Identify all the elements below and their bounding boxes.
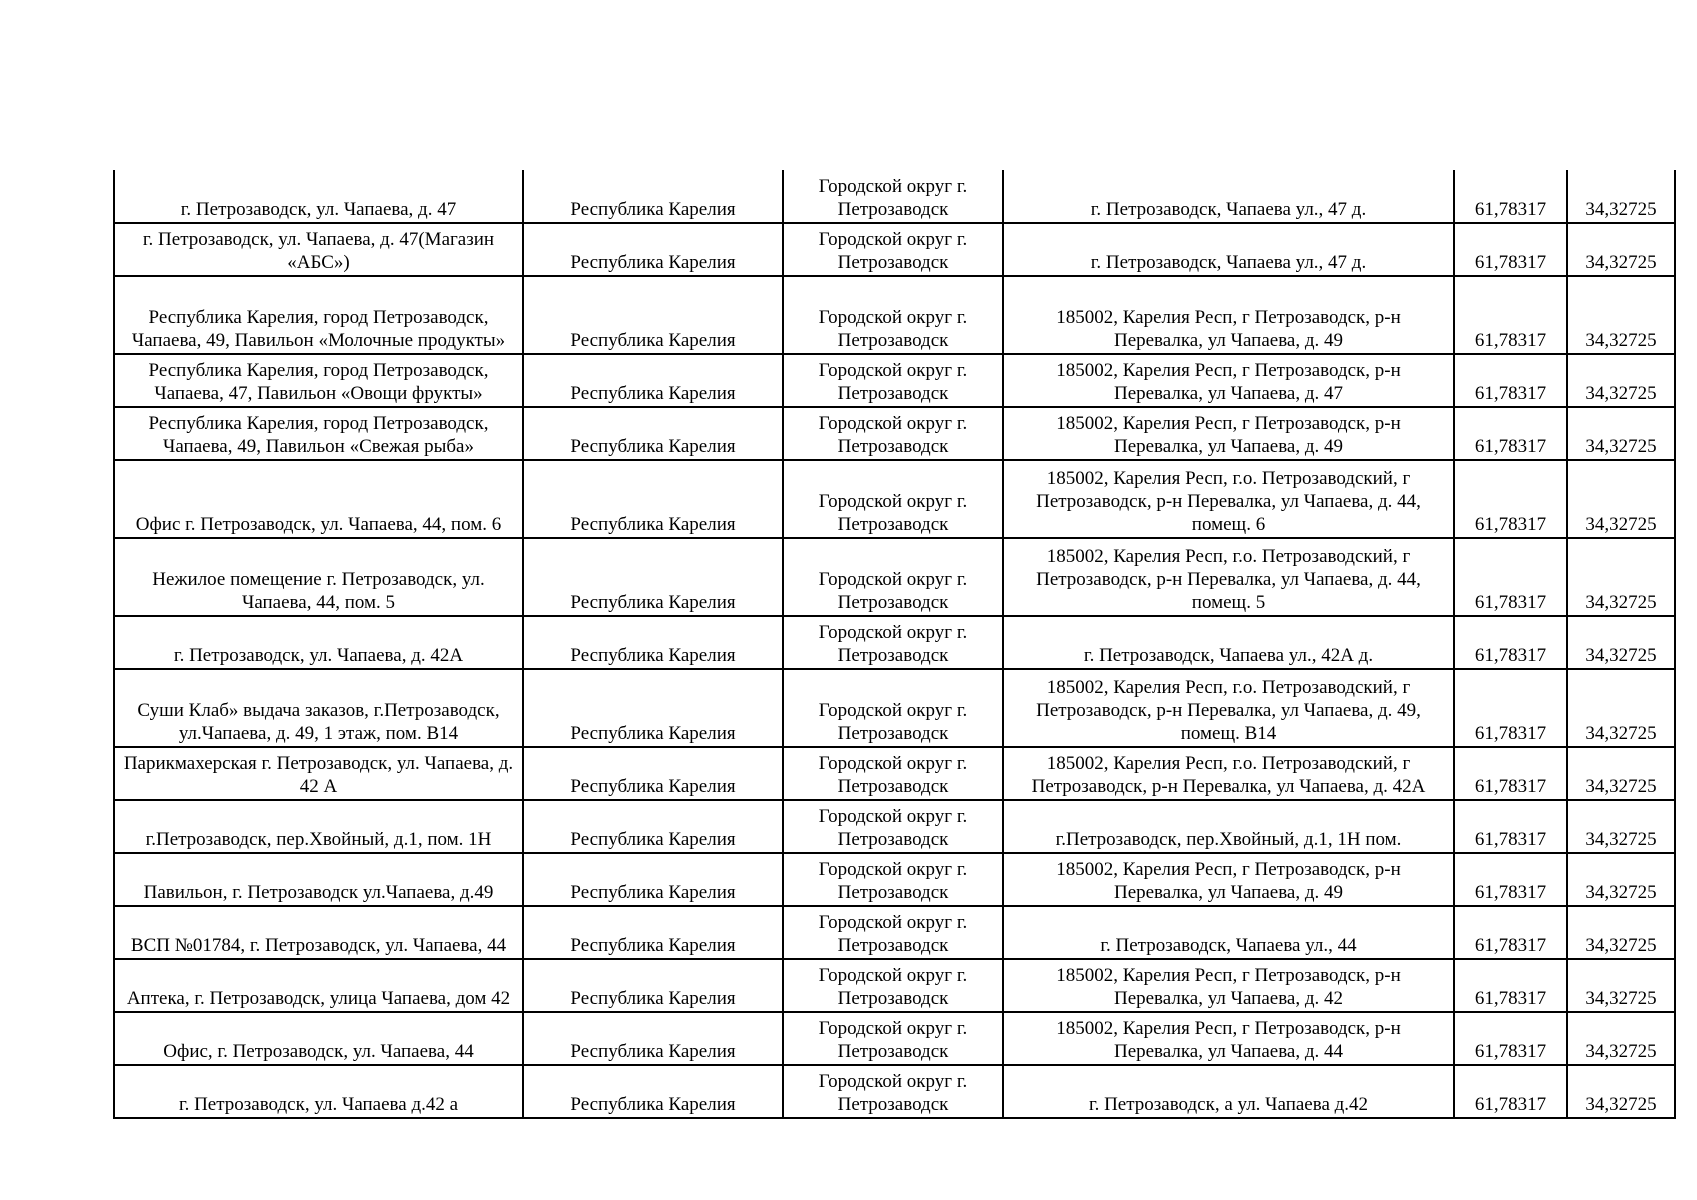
address-cell: г. Петрозаводск, Чапаева ул., 44 (1003, 906, 1454, 959)
latitude-cell: 61,78317 (1454, 354, 1567, 407)
longitude-cell: 34,32725 (1567, 906, 1675, 959)
address-cell: г.Петрозаводск, пер.Хвойный, д.1, 1Н пом. (1003, 800, 1454, 853)
table-row (114, 959, 1675, 1012)
district-cell: Городской округ г. Петрозаводск (783, 354, 1003, 407)
latitude-cell: 61,78317 (1454, 223, 1567, 276)
address-cell: 185002, Карелия Респ, г.о. Петрозаводский, г Петрозаводск, р-н Перевалка, ул Чапаева, д. 44, помещ. 6 (1003, 460, 1454, 538)
district-cell: Городской округ г. Петрозаводск (783, 747, 1003, 800)
latitude-cell: 61,78317 (1454, 460, 1567, 538)
region-cell: Республика Карелия (523, 354, 783, 407)
object-name-cell: г. Петрозаводск, ул. Чапаева, д. 47 (114, 170, 523, 223)
object-name-cell: Офис г. Петрозаводск, ул. Чапаева, 44, пом. 6 (114, 460, 523, 538)
table-row (114, 616, 1675, 669)
region-cell: Республика Карелия (523, 407, 783, 460)
address-cell: г. Петрозаводск, Чапаева ул., 42А д. (1003, 616, 1454, 669)
longitude-cell: 34,32725 (1567, 669, 1675, 747)
region-cell: Республика Карелия (523, 959, 783, 1012)
district-cell: Городской округ г. Петрозаводск (783, 538, 1003, 616)
longitude-cell: 34,32725 (1567, 747, 1675, 800)
object-name-cell: г. Петрозаводск, ул. Чапаева д.42 а (114, 1065, 523, 1118)
table-row (114, 1012, 1675, 1065)
longitude-cell: 34,32725 (1567, 538, 1675, 616)
region-cell: Республика Карелия (523, 276, 783, 354)
table-row (114, 354, 1675, 407)
address-cell: 185002, Карелия Респ, г Петрозаводск, р-н Перевалка, ул Чапаева, д. 49 (1003, 407, 1454, 460)
longitude-cell: 34,32725 (1567, 959, 1675, 1012)
region-cell: Республика Карелия (523, 906, 783, 959)
address-table (113, 170, 1676, 1119)
longitude-cell: 34,32725 (1567, 800, 1675, 853)
table-row (114, 276, 1675, 354)
table-row (114, 800, 1675, 853)
region-cell: Республика Карелия (523, 800, 783, 853)
object-name-cell: Офис, г. Петрозаводск, ул. Чапаева, 44 (114, 1012, 523, 1065)
address-cell: г. Петрозаводск, а ул. Чапаева д.42 (1003, 1065, 1454, 1118)
longitude-cell: 34,32725 (1567, 354, 1675, 407)
latitude-cell: 61,78317 (1454, 747, 1567, 800)
latitude-cell: 61,78317 (1454, 906, 1567, 959)
region-cell: Республика Карелия (523, 538, 783, 616)
address-cell: 185002, Карелия Респ, г Петрозаводск, р-н Перевалка, ул Чапаева, д. 42 (1003, 959, 1454, 1012)
latitude-cell: 61,78317 (1454, 616, 1567, 669)
address-cell: г. Петрозаводск, Чапаева ул., 47 д. (1003, 223, 1454, 276)
longitude-cell: 34,32725 (1567, 170, 1675, 223)
table-row (114, 538, 1675, 616)
table-row (114, 223, 1675, 276)
object-name-cell: Павильон, г. Петрозаводск ул.Чапаева, д.49 (114, 853, 523, 906)
latitude-cell: 61,78317 (1454, 170, 1567, 223)
latitude-cell: 61,78317 (1454, 1065, 1567, 1118)
region-cell: Республика Карелия (523, 460, 783, 538)
district-cell: Городской округ г. Петрозаводск (783, 853, 1003, 906)
longitude-cell: 34,32725 (1567, 223, 1675, 276)
district-cell: Городской округ г. Петрозаводск (783, 906, 1003, 959)
table-row (114, 407, 1675, 460)
region-cell: Республика Карелия (523, 223, 783, 276)
region-cell: Республика Карелия (523, 170, 783, 223)
district-cell: Городской округ г. Петрозаводск (783, 223, 1003, 276)
district-cell: Городской округ г. Петрозаводск (783, 407, 1003, 460)
object-name-cell: Аптека, г. Петрозаводск, улица Чапаева, дом 42 (114, 959, 523, 1012)
district-cell: Городской округ г. Петрозаводск (783, 959, 1003, 1012)
district-cell: Городской округ г. Петрозаводск (783, 170, 1003, 223)
table-row (114, 1065, 1675, 1118)
latitude-cell: 61,78317 (1454, 959, 1567, 1012)
region-cell: Республика Карелия (523, 616, 783, 669)
table-row (114, 853, 1675, 906)
region-cell: Республика Карелия (523, 853, 783, 906)
latitude-cell: 61,78317 (1454, 800, 1567, 853)
longitude-cell: 34,32725 (1567, 616, 1675, 669)
district-cell: Городской округ г. Петрозаводск (783, 616, 1003, 669)
address-cell: г. Петрозаводск, Чапаева ул., 47 д. (1003, 170, 1454, 223)
longitude-cell: 34,32725 (1567, 276, 1675, 354)
latitude-cell: 61,78317 (1454, 276, 1567, 354)
longitude-cell: 34,32725 (1567, 1012, 1675, 1065)
object-name-cell: г. Петрозаводск, ул. Чапаева, д. 47(Магазин «АБС») (114, 223, 523, 276)
region-cell: Республика Карелия (523, 747, 783, 800)
latitude-cell: 61,78317 (1454, 1012, 1567, 1065)
longitude-cell: 34,32725 (1567, 853, 1675, 906)
address-cell: 185002, Карелия Респ, г.о. Петрозаводский, г Петрозаводск, р-н Перевалка, ул Чапаева, д. 49, помещ. В14 (1003, 669, 1454, 747)
object-name-cell: г. Петрозаводск, ул. Чапаева, д. 42А (114, 616, 523, 669)
latitude-cell: 61,78317 (1454, 669, 1567, 747)
longitude-cell: 34,32725 (1567, 460, 1675, 538)
table-row (114, 669, 1675, 747)
latitude-cell: 61,78317 (1454, 853, 1567, 906)
district-cell: Городской округ г. Петрозаводск (783, 276, 1003, 354)
object-name-cell: Республика Карелия, город Петрозаводск, Чапаева, 49, Павильон «Свежая рыба» (114, 407, 523, 460)
table-row (114, 460, 1675, 538)
region-cell: Республика Карелия (523, 1065, 783, 1118)
object-name-cell: Республика Карелия, город Петрозаводск, Чапаева, 49, Павильон «Молочные продукты» (114, 276, 523, 354)
district-cell: Городской округ г. Петрозаводск (783, 1065, 1003, 1118)
latitude-cell: 61,78317 (1454, 407, 1567, 460)
district-cell: Городской округ г. Петрозаводск (783, 1012, 1003, 1065)
table-body (114, 170, 1675, 1118)
district-cell: Городской округ г. Петрозаводск (783, 460, 1003, 538)
table-row (114, 170, 1675, 223)
address-cell: 185002, Карелия Респ, г Петрозаводск, р-н Перевалка, ул Чапаева, д. 49 (1003, 276, 1454, 354)
table-row (114, 747, 1675, 800)
latitude-cell: 61,78317 (1454, 538, 1567, 616)
table-row (114, 906, 1675, 959)
address-cell: 185002, Карелия Респ, г.о. Петрозаводский, г Петрозаводск, р-н Перевалка, ул Чапаева, д. 44, помещ. 5 (1003, 538, 1454, 616)
object-name-cell: Нежилое помещение г. Петрозаводск, ул. Чапаева, 44, пом. 5 (114, 538, 523, 616)
longitude-cell: 34,32725 (1567, 407, 1675, 460)
object-name-cell: Республика Карелия, город Петрозаводск, Чапаева, 47, Павильон «Овощи фрукты» (114, 354, 523, 407)
longitude-cell: 34,32725 (1567, 1065, 1675, 1118)
district-cell: Городской округ г. Петрозаводск (783, 669, 1003, 747)
region-cell: Республика Карелия (523, 1012, 783, 1065)
address-cell: 185002, Карелия Респ, г.о. Петрозаводский, г Петрозаводск, р-н Перевалка, ул Чапаева, д. 42А (1003, 747, 1454, 800)
object-name-cell: г.Петрозаводск, пер.Хвойный, д.1, пом. 1Н (114, 800, 523, 853)
district-cell: Городской округ г. Петрозаводск (783, 800, 1003, 853)
address-cell: 185002, Карелия Респ, г Петрозаводск, р-н Перевалка, ул Чапаева, д. 44 (1003, 1012, 1454, 1065)
object-name-cell: Суши Клаб» выдача заказов, г.Петрозаводск, ул.Чапаева, д. 49, 1 этаж, пом. В14 (114, 669, 523, 747)
region-cell: Республика Карелия (523, 669, 783, 747)
object-name-cell: Парикмахерская г. Петрозаводск, ул. Чапаева, д. 42 А (114, 747, 523, 800)
address-cell: 185002, Карелия Респ, г Петрозаводск, р-н Перевалка, ул Чапаева, д. 49 (1003, 853, 1454, 906)
address-cell: 185002, Карелия Респ, г Петрозаводск, р-н Перевалка, ул Чапаева, д. 47 (1003, 354, 1454, 407)
object-name-cell: ВСП №01784, г. Петрозаводск, ул. Чапаева, 44 (114, 906, 523, 959)
